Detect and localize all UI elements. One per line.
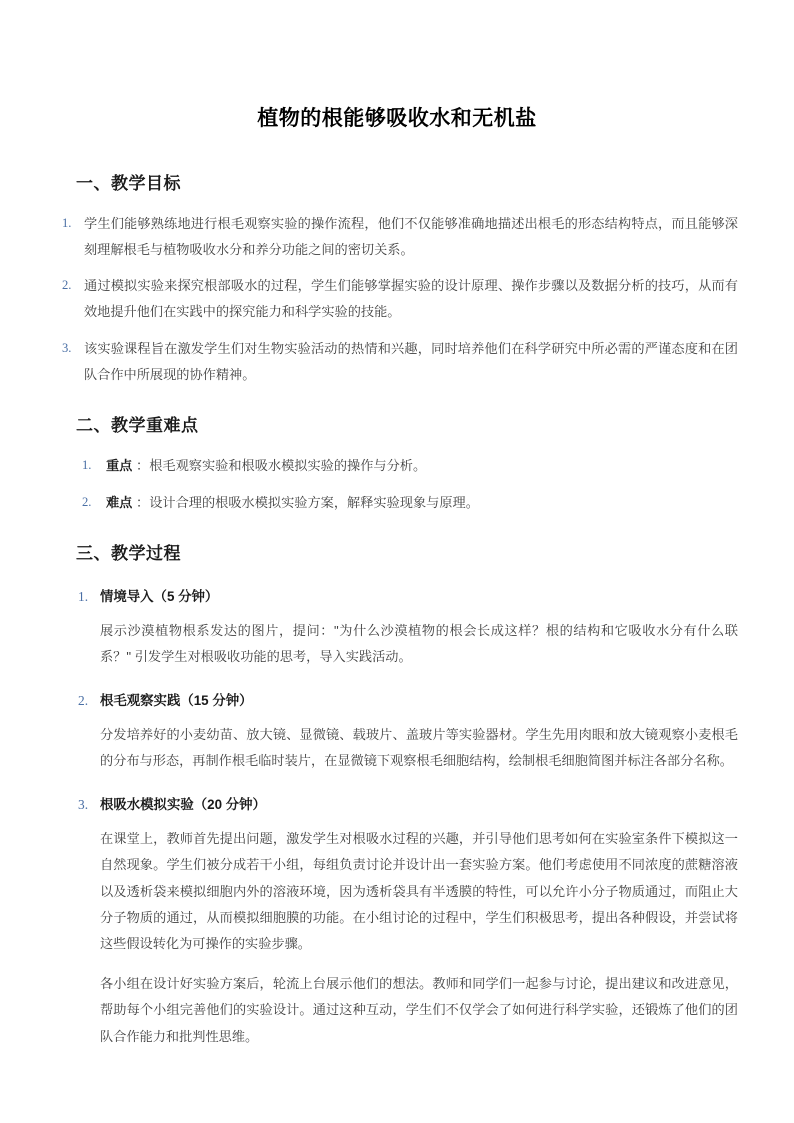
- section-heading: 二、教学重难点: [76, 416, 199, 436]
- list-item: [80, 453, 738, 479]
- list-item: [56, 336, 738, 387]
- list-marker: 1.: [82, 457, 92, 472]
- list-marker: 2.: [62, 278, 72, 293]
- process-step-title-text: 根毛观察实践（15 分钟）: [100, 692, 253, 708]
- process-step-title-text: 根吸水模拟实验（20 分钟）: [100, 796, 266, 812]
- process-step-paragraph: 各小组在设计好实验方案后，轮流上台展示他们的想法。教师和同学们一起参与讨论，提出建议和改进意见，帮助每个小组完善他们的实验设计。通过这种互动，学生们不仅学会了如何进行科学实验，还锻炼了他们的团队合作能力和批判性思维。: [100, 975, 738, 1044]
- section-heading: 一、教学目标: [76, 174, 181, 194]
- objectives-list: [56, 211, 738, 387]
- process-step: [56, 689, 738, 775]
- process-step-title: [70, 689, 738, 713]
- process-step: [56, 585, 738, 671]
- list-marker: 2.: [78, 692, 89, 708]
- list-item-text: ：根毛观察实验和根吸水模拟实验的操作与分析。: [136, 457, 427, 473]
- list-item-text: 通过模拟实验来探究根部吸水的过程，学生们能够掌握实验的设计原理、操作步骤以及数据分析的技巧，从而有效地提升他们在实践中的探究能力和科学实验的技能。: [84, 278, 738, 320]
- list-item-text: ：设计合理的根吸水模拟实验方案，解释实验现象与原理。: [136, 494, 479, 510]
- list-item-text: 该实验课程旨在激发学生们对生物实验活动的热情和兴趣，同时培养他们在科学研究中所必需的严谨态度和在团队合作中所展现的协作精神。: [84, 340, 738, 382]
- section-teaching-objectives: [56, 171, 738, 387]
- section-teaching-process: [56, 541, 738, 1050]
- list-item: [80, 490, 738, 516]
- list-marker: 3.: [62, 340, 72, 355]
- process-step: [56, 793, 738, 1050]
- process-step-paragraph: 在课堂上，教师首先提出问题，激发学生对根吸水过程的兴趣，并引导他们思考如何在实验室条件下模拟这一自然现象。学生们被分成若干小组，每组负责讨论并设计出一套实验方案。他们考虑使用不同浓度的蔗糖溶液以及透析袋来模拟细胞内外的溶液环境，因为透析袋具有半透膜的特性，可以允许小分子物质通过，而阻止大分子物质的通过，从而模拟细胞膜的功能。在小组讨论的过程中，学生们积极思考，提出各种假设，并尝试将这些假设转化为可操作的实验步骤。: [100, 830, 738, 952]
- list-item: [56, 273, 738, 324]
- list-marker: 3.: [78, 796, 89, 812]
- list-marker: 1.: [62, 215, 72, 230]
- list-marker: 1.: [78, 588, 89, 604]
- section-heading: 三、教学过程: [76, 544, 181, 564]
- process-step-title: [70, 793, 738, 817]
- page-title: 植物的根能够吸收水和无机盐: [257, 107, 537, 130]
- key-difficulties-list: [80, 453, 738, 515]
- process-step-title: [70, 585, 738, 609]
- section-key-difficulties: [56, 413, 738, 515]
- list-item-label: 重点: [106, 457, 133, 473]
- list-marker: 2.: [82, 494, 92, 509]
- list-item: [56, 211, 738, 262]
- process-step-paragraph: 展示沙漠植物根系发达的图片，提问："为什么沙漠植物的根会长成这样？根的结构和它吸收水分有什么联系？" 引发学生对根吸收功能的思考，导入实践活动。: [100, 622, 738, 665]
- list-item-label: 难点: [106, 494, 133, 510]
- process-step-title-text: 情境导入（5 分钟）: [100, 588, 219, 604]
- process-step-paragraph: 分发培养好的小麦幼苗、放大镜、显微镜、载玻片、盖玻片等实验器材。学生先用肉眼和放大镜观察小麦根毛的分布与形态，再制作根毛临时装片，在显微镜下观察根毛细胞结构，绘制根毛细胞简图并标注各部分名称。: [100, 726, 738, 769]
- list-item-text: 学生们能够熟练地进行根毛观察实验的操作流程，他们不仅能够准确地描述出根毛的形态结构特点，而且能够深刻理解根毛与植物吸收水分和养分功能之间的密切关系。: [84, 215, 738, 257]
